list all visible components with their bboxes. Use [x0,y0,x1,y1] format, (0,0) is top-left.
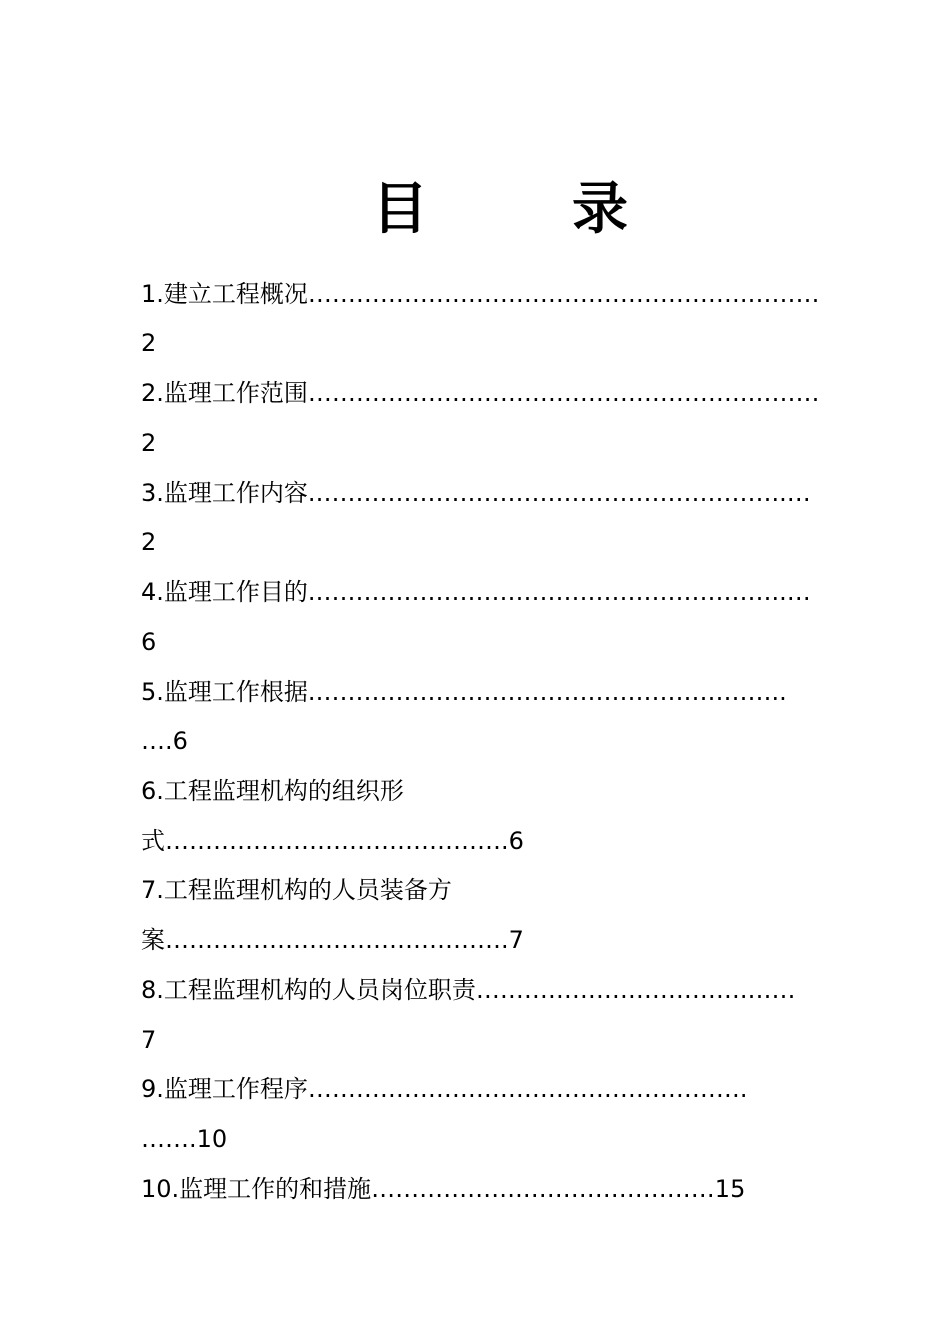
toc-line: 5.监理工作根据.………………………………………………….. [141,678,787,706]
toc-line: 8.工程监理机构的人员岗位职责…………………………….…… [141,976,796,1004]
toc-line: 2 [141,528,157,556]
toc-line: 7.工程监理机构的人员装备方 [141,876,452,904]
toc-line: 式…………………………………….6 [141,827,524,855]
page-title [372,178,632,242]
toc-line: 6 [141,628,157,656]
toc-line: 1.建立工程概况……………………………………………….……… [141,280,820,308]
toc-line: 6.工程监理机构的组织形 [141,777,404,805]
toc-line: ….6 [141,727,188,755]
toc-line: 9.监理工作程序………………………………………………. [141,1075,748,1103]
toc-line: 2.监理工作范围……………………………………………….……… [141,379,820,407]
toc-line: 2 [141,329,157,357]
toc-line: 7 [141,1026,157,1054]
toc-line: 2 [141,429,157,457]
toc-line: 案…………………………………….7 [141,926,524,954]
toc-line: 10.监理工作的和措施……………….……………………15 [141,1175,746,1203]
page-title-left-char: 目 [372,177,428,242]
page-title-right-char: 录 [572,177,628,242]
toc-line: …….10 [141,1125,228,1153]
toc-line: 4.监理工作目的.…………………………………………………..… [141,578,811,606]
toc-line: 3.监理工作内容.…………………………………………………..… [141,479,811,507]
